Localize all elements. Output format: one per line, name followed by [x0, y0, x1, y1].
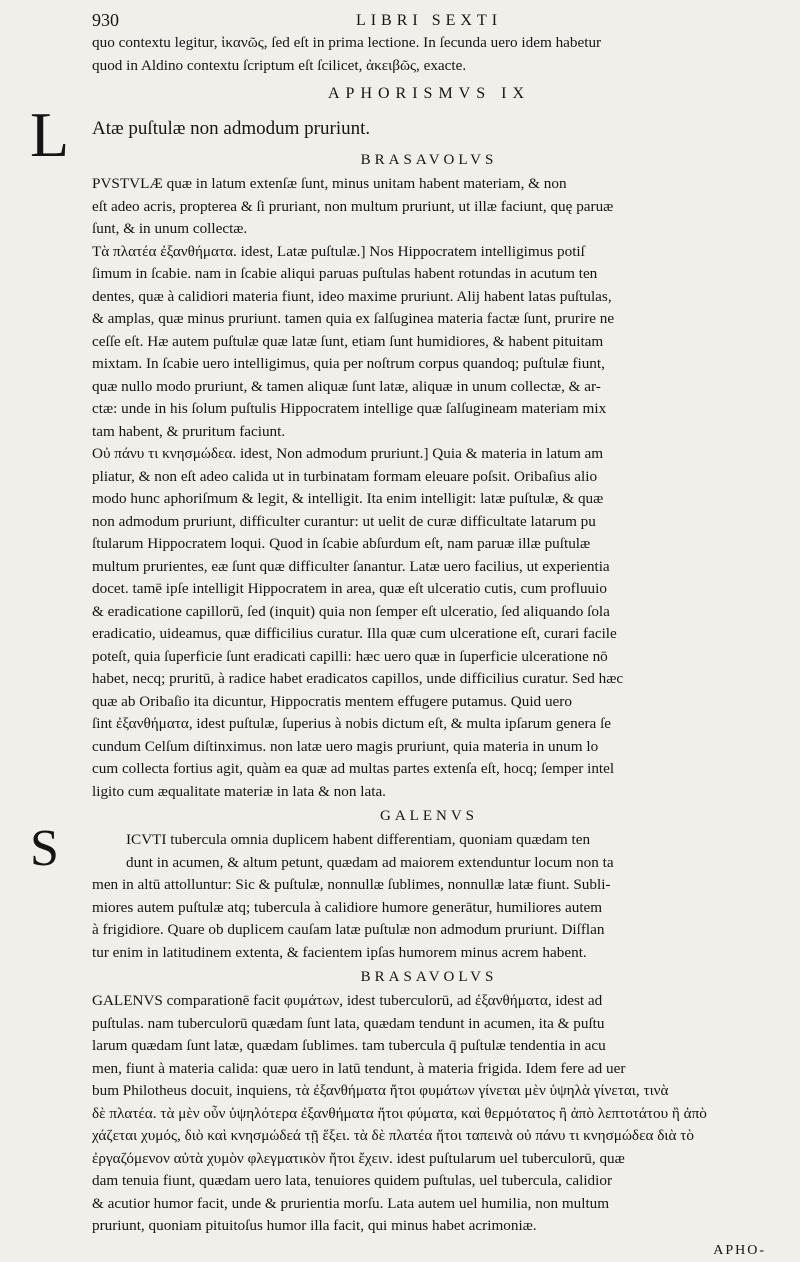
- text-line: cum collecta fortius agit, quàm ea quæ ad multas partes extenſa eſt, hocq; ſemper intel: [92, 760, 615, 777]
- text-line: & amplas, quæ minus pruriunt. tamen quia ex ſalſuginea materia factæ ſunt, prurire ne: [92, 310, 615, 327]
- text-line: quod in Aldino contextu ſcriptum eſt ſcilicet, ἀκειβῶς, exacte.: [92, 56, 467, 74]
- text-line: ligito cum æqualitate materiæ in lata & non lata.: [92, 782, 386, 800]
- text-line: Τὰ πλατέα ἐξανθήματα. idest, Latæ puſtulæ.] Nos Hippocratem intelligimus potiſ: [92, 242, 585, 260]
- text-line: non admodum pruriunt, difficulter curantur: ut uelit de curæ difficultate latarum pu: [92, 512, 596, 530]
- text-line: quæ nullo modo pruriunt, & tamen aliquæ ſunt latæ, aliquæ in unum collectæ, & ar-: [92, 377, 601, 395]
- drop-capital: L: [30, 99, 70, 170]
- text-line: ſtularum Hippocratem loqui. Quod in ſcabie abſurdum eſt, nam paruæ illæ puſtulæ: [92, 535, 591, 552]
- text-line: ſimum in ſcabie. nam in ſcabie aliqui paruas puſtulas habent rotundas in acutum ten: [92, 265, 598, 282]
- text-line: à frigidiore. Quare ob duplicem cauſam latæ puſtulæ non admodum pruriunt. Diſflan: [92, 921, 605, 938]
- text-line: quæ ab Oribaſio ita dicuntur, Hippocratis mentem effugere putamus. Quid uero: [92, 692, 572, 710]
- text-line: men, fiunt à materia calida: quæ uero in latū tendunt, à materia frigida. Idem fere ad uer: [92, 1059, 626, 1077]
- section-heading: BRASAVOLVS: [360, 152, 498, 168]
- text-line: eſt adeo acris, propterea & ſi prurіant, non multum pruriunt, ut illæ faciunt, quę paruæ: [92, 197, 614, 215]
- text-line: puſtulas. nam tuberculorū quædam ſunt lata, quædam tendunt in acumen, ita & puſtu: [92, 1014, 605, 1032]
- text-line: dam tenuia fiunt, quædam uero lata, tenuiores quidem puſtulas, uel tubercula, calidior: [92, 1172, 613, 1189]
- text-line: δὲ πλατέα. τὰ μὲν οὖν ὑψηλότερα ἐξανθήματα ἤτοι φύματα, καὶ θερμότατος ἢ ἀπὸ λεπτοτάτου ἢ ἀπὸ: [92, 1104, 707, 1122]
- text-line: PVSTVLÆ quæ in latum extenſæ ſunt, minus unitam habent materiam, & non: [92, 175, 567, 192]
- text-line: ICVTI tubercula omnia duplicem habent differentiam, quoniam quædam ten: [126, 831, 591, 848]
- text-line: tam habent, & pruritum faciunt.: [92, 422, 286, 440]
- text-line: eradicatio, uideamus, quæ difficilius curatur. Illa quæ cum ulceratione eſt, curari facile: [92, 625, 617, 642]
- intro-paragraph: [92, 32, 766, 77]
- commentary-brasavolus-2: [92, 990, 766, 1238]
- text-line: & acutior humor facit, unde & prurientia morſu. Lata autem uel humilia, non multum: [92, 1194, 610, 1212]
- text-line: & eradicatione capillorū, ſed (inquit) quia non ſemper eſt ulceratio, ſed aliquando ſola: [92, 602, 610, 620]
- text-line: pruriunt, quoniam pituitoſus humor illa facit, qui minus habet acrimoniæ.: [92, 1217, 537, 1234]
- page-header: [92, 8, 766, 32]
- text-line: quo contextu legitur, ἱκανῶς, ſed eſt in prima lectione. In ſecunda uero idem habetur: [92, 34, 602, 51]
- section-heading: GALENVS: [380, 808, 478, 824]
- commentary-brasavolus-1: [92, 173, 766, 803]
- text-line: pliatur, & non eſt adeo calida ut in turbinatam formam eleuare poſsit. Oribaſius alio: [92, 467, 598, 485]
- text-line: bum Philotheus docuit, inquiens, τὰ ἐξανθήματα ἤτοι φυμάτων γίνεται μὲν ὑψηλὰ γίνεται, τινὰ: [92, 1082, 669, 1099]
- text-line: multum prurientes, eæ ſunt quæ difficulter ſanantur. Latæ uero facilius, ut experientia: [92, 557, 610, 575]
- text-line: ἐργαζόμενον αὐτὰ χυμὸν φλεγματικὸν ἤτοι ἔχειν. idest puſtularum uel tuberculorū, quæ: [92, 1149, 625, 1167]
- text-line: dunt in acumen, & altum petunt, quædam ad maiorem extenduntur locum non ta: [126, 853, 614, 871]
- page-number: 930: [92, 10, 119, 30]
- text-line: docet. tamē ipſe intelligit Hippocratem in area, quæ eſt ulceratio cutis, cum profluuio: [92, 580, 607, 597]
- text-line: cundum Celſum diſtinximus. non latæ uero magis pruriunt, quia materia in unum lo: [92, 737, 599, 755]
- galenus-lines: [92, 829, 766, 964]
- text-line: dentes, quæ à calidiori materia fiunt, ideo maxime pruriunt. Alij habent latas puſtulas,: [92, 287, 612, 305]
- text-line: men in altū attolluntur: Sic & puſtulæ, nonnullæ ſublimes, nonnullæ latæ fiunt. Subli-: [92, 876, 611, 893]
- section-heading: BRASAVOLVS: [360, 969, 498, 985]
- text-line: habet, necq; pruritū, à radice habet eradicatos capillos, unde difficilius curatur. Sed hæc: [92, 670, 624, 687]
- text-line: GALENVS comparationē facit φυμάτων, idest tuberculorū, ad ἐξανθήματα, idest ad: [92, 992, 603, 1009]
- catchword: APHO-: [713, 1242, 766, 1258]
- text-line: modo hunc aphoriſmum & legit, & intelligit. Ita enim intelligit: latæ puſtulæ, & quæ: [92, 490, 604, 507]
- text-line: mixtam. In ſcabie uero intelligimus, quia per noſtrum corpus quandoq; puſtulæ fiunt,: [92, 355, 605, 372]
- text-line: larum quædam ſunt latæ, quædam ſublimes. tam tubercula q̄ puſtulæ tendentia in acu: [92, 1037, 606, 1054]
- text-line: ſunt, & in unum collectæ.: [92, 220, 248, 237]
- aphorism-text: Atæ puſtulæ non admodum pruriunt.: [92, 118, 371, 139]
- commentary-galenus: [30, 820, 766, 964]
- text-line: tur enim in latitudinem extenta, & facientem ipſas humorem minus acrem habent.: [92, 943, 587, 961]
- running-head: LIBRI SEXTI: [355, 12, 503, 29]
- drop-capital: S: [30, 820, 59, 877]
- text-line: miores autem puſtulæ atq; tubercula à calidiore humore generātur, humiliores autem: [92, 898, 603, 916]
- text-line: ceſſe eſt. Hæ autem puſtulæ quæ latæ ſunt, etiam ſunt humidiores, & habent pituitam: [92, 332, 604, 350]
- aphorism-title: APHORISMVS IX: [327, 85, 531, 102]
- text-line: poteſt, quia ſuperficie ſunt eradicati capilli: hæc uero quæ in ſuperficie ulceratione nō: [92, 647, 608, 665]
- text-line: ctæ: unde in his ſolum puſtulis Hippocratem intellige quæ ſalſugineam materiam mix: [92, 400, 607, 417]
- text-line: ſint ἐξανθήματα, idest puſtulæ, ſuperius à nobis dictum eſt, & multa ipſarum genera ſe: [92, 715, 612, 732]
- text-line: χάζεται χυμός, διὸ καὶ κνησμώδεά τῇ ἕξει. τὰ δὲ πλατέα ἤτοι ταπεινὰ οὐ πάνυ τι κνησμώδεα διὰ τὸ: [92, 1127, 694, 1144]
- text-line: Οὐ πάνυ τι κνησμώδεα. idest, Non admodum pruriunt.] Quia & materia in latum am: [92, 445, 604, 462]
